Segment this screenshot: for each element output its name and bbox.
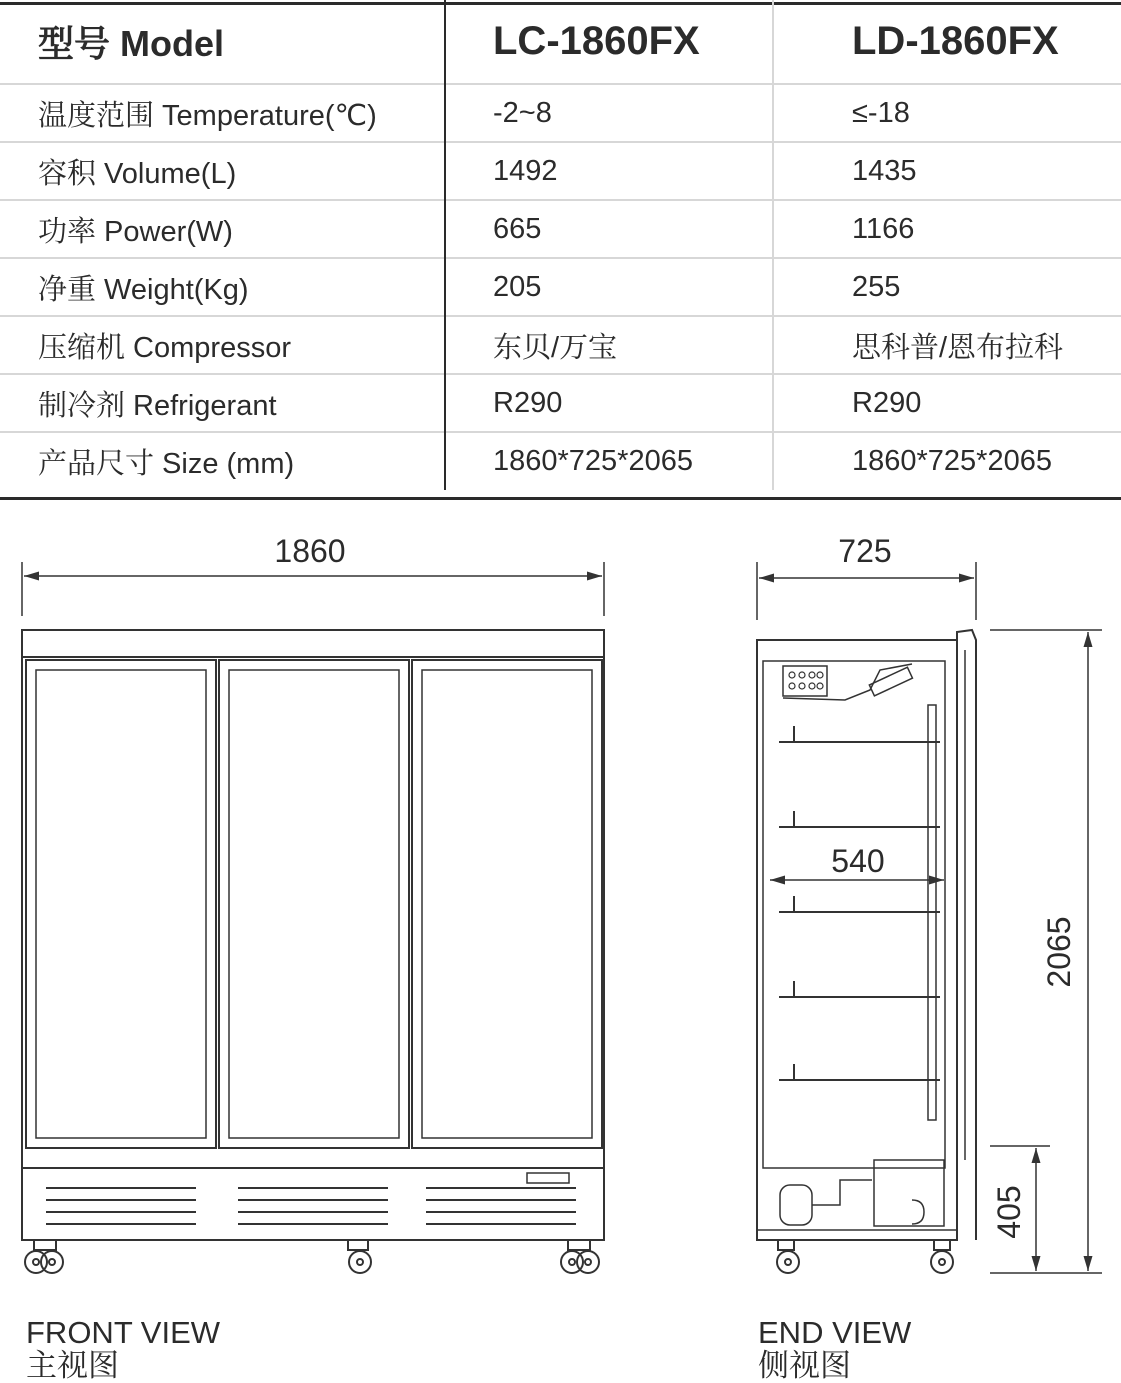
- end-height-label: 2065: [1041, 916, 1077, 988]
- table-row: [0, 374, 1121, 432]
- front-view-caption: [26, 1316, 220, 1382]
- front-caster-middle: [348, 1240, 371, 1273]
- front-door-right: [412, 660, 602, 1148]
- row-value-a: 1492: [445, 142, 773, 200]
- end-inner-liner: [763, 661, 945, 1168]
- table-row: [0, 142, 1121, 200]
- front-caster-right: [561, 1240, 599, 1273]
- front-vent-left: [46, 1188, 196, 1224]
- row-label: 净重 Weight(Kg): [0, 258, 445, 316]
- end-view-caption-en: END VIEW: [758, 1315, 912, 1350]
- row-value-a: R290: [445, 374, 773, 432]
- table-row: [0, 84, 1121, 142]
- header-model-b: LD-1860FX: [773, 0, 1121, 84]
- row-label: 产品尺寸 Size (mm): [0, 432, 445, 490]
- row-value-b: 1860*725*2065: [773, 432, 1121, 490]
- row-value-a: -2~8: [445, 84, 773, 142]
- end-pipe-loop: [912, 1200, 924, 1224]
- end-refrigerant-pipe: [812, 1180, 872, 1205]
- front-door-right-glass: [422, 670, 592, 1138]
- row-label: 温度范围 Temperature(℃): [0, 84, 445, 142]
- end-view-caption-cn: 侧视图: [758, 1348, 851, 1383]
- row-label: 容积 Volume(L): [0, 142, 445, 200]
- table-row: [0, 258, 1121, 316]
- table-row: [0, 316, 1121, 374]
- front-vent-middle: [238, 1188, 388, 1224]
- end-view-caption: [758, 1316, 911, 1382]
- front-door-middle-glass: [229, 670, 399, 1138]
- end-inner-depth-label: 540: [831, 843, 885, 879]
- end-caster-back: [931, 1240, 953, 1273]
- end-compressor: [780, 1185, 812, 1225]
- front-caster-left: [25, 1240, 63, 1273]
- front-view-caption-en: FRONT VIEW: [26, 1315, 221, 1350]
- row-label: 功率 Power(W): [0, 200, 445, 258]
- end-caster-front: [777, 1240, 799, 1273]
- front-view: [22, 562, 604, 1273]
- row-value-b: ≤-18: [773, 84, 1121, 142]
- row-value-b: R290: [773, 374, 1121, 432]
- end-shelves: [779, 726, 940, 1080]
- table-row: [0, 200, 1121, 258]
- row-value-b: 思科普/恩布拉科: [773, 316, 1121, 374]
- row-value-b: 255: [773, 258, 1121, 316]
- row-value-a: 1860*725*2065: [445, 432, 773, 490]
- end-evaporator-grid: [789, 672, 823, 689]
- row-value-a: 205: [445, 258, 773, 316]
- end-air-duct: [783, 664, 912, 700]
- header-model-label: 型号 Model: [38, 23, 224, 64]
- front-nameplate: [527, 1173, 569, 1183]
- row-value-b: 1166: [773, 200, 1121, 258]
- end-depth-label: 725: [838, 533, 892, 569]
- spec-table: [0, 0, 1121, 490]
- row-value-b: 1435: [773, 142, 1121, 200]
- header-model-a: LC-1860FX: [445, 0, 773, 84]
- row-value-a: 665: [445, 200, 773, 258]
- front-width-label: 1860: [274, 533, 346, 569]
- end-fan: [869, 667, 912, 696]
- front-door-middle: [219, 660, 409, 1148]
- end-condenser: [874, 1160, 944, 1226]
- end-base-height-label: 405: [991, 1185, 1027, 1239]
- front-vent-right: [426, 1188, 576, 1224]
- technical-drawing: [0, 500, 1121, 1381]
- front-door-left-glass: [36, 670, 206, 1138]
- front-view-caption-cn: 主视图: [26, 1348, 119, 1383]
- end-door-profile: [957, 630, 976, 1240]
- end-evaporator: [783, 666, 827, 696]
- front-door-left: [26, 660, 216, 1148]
- table-header-row: [0, 0, 1121, 84]
- end-cabinet-outline: [757, 640, 957, 1240]
- row-label: 压缩机 Compressor: [0, 316, 445, 374]
- table-row: [0, 432, 1121, 490]
- row-label: 制冷剂 Refrigerant: [0, 374, 445, 432]
- row-value-a: 东贝/万宝: [445, 316, 773, 374]
